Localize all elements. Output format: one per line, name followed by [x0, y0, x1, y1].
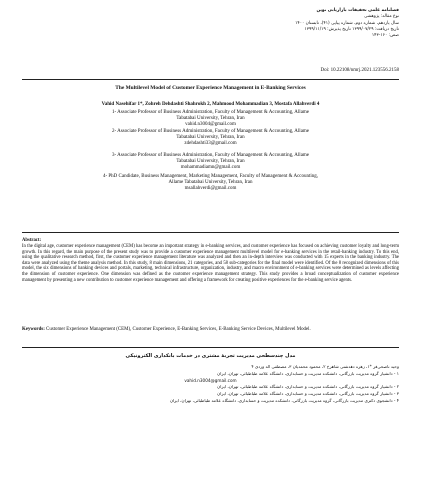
author-list: Vahid Nasehifar 1*, Zohreh Dehdashti Shahrokh 2, Mahmood Mohammadian 3, Mostafa Allahverdi 4 — [101, 102, 320, 107]
article-dates: تاریخ دریافت: ۱۳۹۹/۰۷/۲۹ تاریخ پذیرش: ۱۳۹۹/۱۱/۱۹ — [304, 26, 399, 32]
affiliation-line: 2- Associate Professor of Business Administration, Faculty of Management & Accounting, Allame — [111, 129, 310, 134]
author-email: msallahverdi@gmail.com — [184, 186, 237, 192]
doi: Doi: 10.22108/nmrj.2021.123556.2158 — [320, 68, 399, 73]
affiliation-3 — [30, 153, 391, 171]
affiliation-line: 1- Associate Professor of Business Administration, Faculty of Management & Accounting, Allame — [111, 110, 310, 115]
persian-authors-block — [22, 364, 399, 405]
affiliation-line: 4- PhD Candidate, Business Management, Marketing Management, Faculty of Management & Accounting, — [102, 174, 319, 179]
journal-header — [199, 8, 399, 39]
article-title: The Multilevel Model of Customer Experience Management in E-Banking Services — [115, 85, 306, 91]
keywords — [22, 327, 399, 333]
affiliation-line: Allame Tabatabai University, Tehran, Iran — [168, 180, 253, 186]
abstract — [22, 238, 399, 283]
author-email: zdehdashti33@gmail.com — [184, 141, 237, 147]
journal-name: فصلنامه علمی تحقیقات بازاریابی نوین — [316, 8, 399, 13]
top-divider — [22, 79, 399, 80]
affiliation-line: 3- Associate Professor of Business Administration, Faculty of Management & Accounting, Allame — [111, 153, 310, 158]
author-email: mohammadiamn@gmail.com — [180, 165, 241, 171]
page-range: صص: ۱۶۰-۱۴۳ — [371, 33, 399, 39]
author-email: vahid.n3004@gmail.com — [185, 122, 236, 128]
affiliation-line: Tabatabai University, Tehran, Iran — [176, 159, 245, 165]
keywords-label: Keywords: — [22, 327, 45, 332]
abstract-text: In the digital age, customer experience management (CEM) has become an important strategy in e-banking services, and customer experience has focused on achieving customer loyalty and long-term growth. In this regard, the main purpose of the present study was to provide a customer experience management multilevel model for e-banking services in the retail-banking industry. To this end, using the qualitative research method, first, the customer experience management literature was analyzed and then an in-depth interview was conducted with 15 experts in the banking industry. The data were analyzed using the theme analysis method. In this study, 8 main dimensions, 21 categories, and 58 sub-categories for the final model were identified. Of the 8 recognized dimensions of this model, the six dimensions of banking devices and portals, marketing, technical infrastructure, organization, industry, and macro environment of e-banking services were determined as levels affecting the dimension of customer experience. One dimension was defined as the customer experience management strategy. This study provides a broad conceptualization of customer experience management by presenting a new contribution to customer experience management and offering a framework for creating positive experiences for the e-banking service agents. — [22, 244, 399, 283]
abstract-heading: Abstract: — [22, 238, 42, 243]
keywords-text: Customer Experience Management (CEM), Customer Experience, E-Banking Services, E-Banking Service Devices, Multilevel Model. — [44, 327, 311, 332]
persian-divider — [22, 347, 399, 348]
persian-email-1: vahid.n3004@gmail.com — [184, 377, 237, 383]
affiliation-1 — [30, 110, 391, 128]
persian-affiliation-1: ۱ - دانشیار گروه مدیریت بازرگانی، دانشکده مدیریت و حسابداری، دانشگاه علامه طباطبائی، تهران، ایران — [217, 370, 399, 376]
persian-affiliation-3: ۳ - دانشیار گروه مدیریت بازرگانی، دانشکده مدیریت و حسابداری، دانشگاه علامه طباطبائی، تهران، ایران — [217, 391, 399, 397]
article-type: نوع مقاله: پژوهشی — [364, 14, 399, 20]
persian-affiliation-2: ۲ - دانشیار گروه مدیریت بازرگانی، دانشکده مدیریت و حسابداری، دانشگاه علامه طباطبائی، تهران، ایران — [217, 384, 399, 390]
affiliation-line: Tabatabai University, Tehran, Iran — [176, 135, 245, 141]
persian-title: مدل چندسطحی مدیریت تجربهٔ مشتری در خدمات بانکداری الکترونیکی — [125, 353, 296, 359]
abstract-divider — [22, 232, 399, 233]
issue-info: سال یازدهم، شماره دوم، شماره پیاپی (۴۱)، تابستان ۱۴۰۰ — [295, 20, 399, 26]
persian-authors: وحید ناصحی‌فر *۱، زهره دهدشتی شاهرخ ۲، محمود محمدیان ۳، مصطفی اله وردی ۴ — [251, 364, 399, 369]
persian-affiliation-4: ۴ - دانشجوی دکتری مدیریت بازرگانی، گروه مدیریت بازرگانی، دانشکده مدیریت و حسابداری، دانشگاه علامه طباطبائی، تهران، ایران — [169, 397, 399, 403]
affiliation-line: Tabatabai University, Tehran, Iran — [176, 116, 245, 122]
affiliation-4 — [30, 174, 391, 192]
affiliation-2 — [30, 129, 391, 147]
